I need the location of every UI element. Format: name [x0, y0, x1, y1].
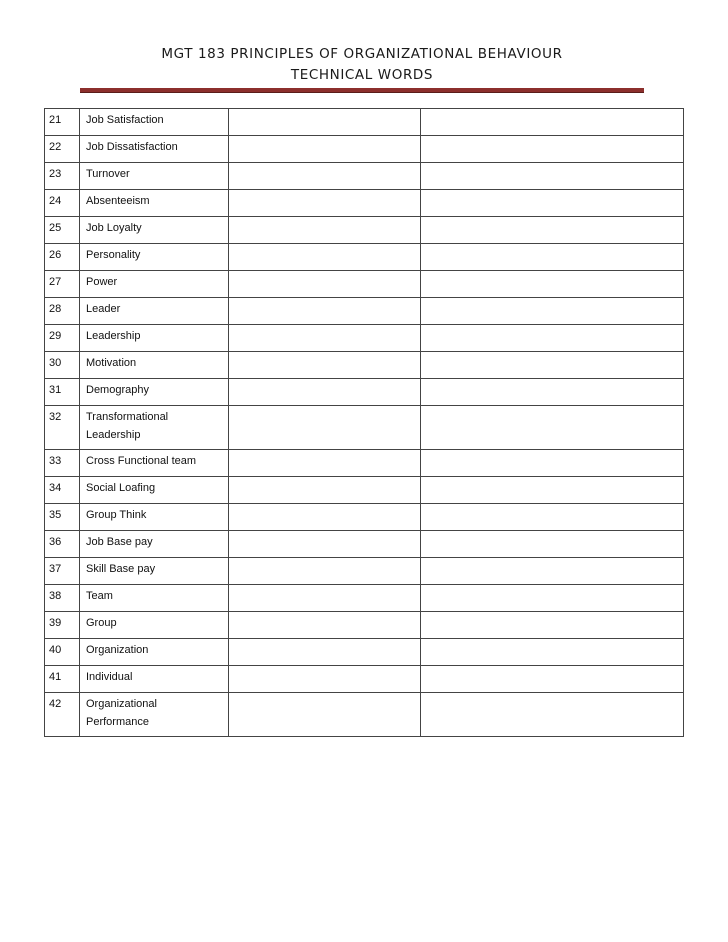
table-row	[45, 190, 684, 217]
blank-cell	[421, 504, 684, 531]
term-cell: Skill Base pay	[80, 558, 229, 585]
term-cell: Job Satisfaction	[80, 109, 229, 136]
blank-cell	[229, 244, 421, 271]
technical-words-table	[44, 108, 684, 737]
row-number: 37	[45, 558, 80, 585]
header-rule	[80, 88, 644, 93]
blank-cell	[229, 585, 421, 612]
blank-cell	[421, 163, 684, 190]
term-cell: Demography	[80, 379, 229, 406]
blank-cell	[421, 136, 684, 163]
blank-cell	[229, 352, 421, 379]
blank-cell	[229, 163, 421, 190]
table-row	[45, 585, 684, 612]
term-cell: Job Base pay	[80, 531, 229, 558]
section-title: TECHNICAL WORDS	[290, 67, 434, 83]
blank-cell	[229, 639, 421, 666]
document-header	[80, 44, 644, 86]
blank-cell	[421, 325, 684, 352]
blank-cell	[229, 558, 421, 585]
row-number: 24	[45, 190, 80, 217]
blank-cell	[421, 450, 684, 477]
row-number: 29	[45, 325, 80, 352]
row-number: 31	[45, 379, 80, 406]
row-number: 30	[45, 352, 80, 379]
blank-cell	[421, 612, 684, 639]
blank-cell	[229, 379, 421, 406]
table-row	[45, 477, 684, 504]
blank-cell	[421, 531, 684, 558]
table-row	[45, 531, 684, 558]
blank-cell	[421, 477, 684, 504]
row-number: 22	[45, 136, 80, 163]
blank-cell	[229, 477, 421, 504]
row-number: 34	[45, 477, 80, 504]
term-cell: Group Think	[80, 504, 229, 531]
blank-cell	[421, 217, 684, 244]
row-number: 38	[45, 585, 80, 612]
blank-cell	[421, 352, 684, 379]
row-number: 41	[45, 666, 80, 693]
term-cell: Group	[80, 612, 229, 639]
row-number: 25	[45, 217, 80, 244]
table-row	[45, 352, 684, 379]
table-row	[45, 612, 684, 639]
term-cell: Transformational Leadership	[80, 406, 229, 450]
term-cell: Social Loafing	[80, 477, 229, 504]
table-row	[45, 379, 684, 406]
row-number: 40	[45, 639, 80, 666]
table-row	[45, 217, 684, 244]
table-row	[45, 504, 684, 531]
blank-cell	[229, 325, 421, 352]
blank-cell	[229, 217, 421, 244]
term-cell: Leadership	[80, 325, 229, 352]
table-row	[45, 639, 684, 666]
table-row	[45, 325, 684, 352]
term-cell: Absenteeism	[80, 190, 229, 217]
blank-cell	[421, 379, 684, 406]
term-cell: Cross Functional team	[80, 450, 229, 477]
table-row	[45, 693, 684, 737]
blank-cell	[421, 190, 684, 217]
term-cell: Organizational Performance	[80, 693, 229, 737]
table-row	[45, 406, 684, 450]
term-cell: Team	[80, 585, 229, 612]
blank-cell	[421, 109, 684, 136]
blank-cell	[421, 244, 684, 271]
blank-cell	[421, 406, 684, 450]
table-row	[45, 109, 684, 136]
row-number: 23	[45, 163, 80, 190]
term-cell: Power	[80, 271, 229, 298]
row-number: 27	[45, 271, 80, 298]
term-cell: Organization	[80, 639, 229, 666]
term-cell: Job Loyalty	[80, 217, 229, 244]
blank-cell	[229, 298, 421, 325]
blank-cell	[229, 450, 421, 477]
blank-cell	[229, 190, 421, 217]
blank-cell	[421, 585, 684, 612]
blank-cell	[421, 639, 684, 666]
term-cell: Job Dissatisfaction	[80, 136, 229, 163]
term-cell: Individual	[80, 666, 229, 693]
blank-cell	[229, 612, 421, 639]
term-cell: Turnover	[80, 163, 229, 190]
blank-cell	[229, 109, 421, 136]
table-row	[45, 666, 684, 693]
blank-cell	[229, 136, 421, 163]
table-body	[45, 109, 684, 737]
blank-cell	[421, 298, 684, 325]
blank-cell	[421, 693, 684, 737]
term-cell: Leader	[80, 298, 229, 325]
blank-cell	[421, 558, 684, 585]
blank-cell	[421, 666, 684, 693]
row-number: 39	[45, 612, 80, 639]
row-number: 26	[45, 244, 80, 271]
row-number: 33	[45, 450, 80, 477]
row-number: 35	[45, 504, 80, 531]
blank-cell	[229, 504, 421, 531]
course-title: MGT 183 PRINCIPLES OF ORGANIZATIONAL BEHAVIOUR	[161, 46, 563, 62]
blank-cell	[229, 406, 421, 450]
table-row	[45, 298, 684, 325]
blank-cell	[229, 531, 421, 558]
table-row	[45, 136, 684, 163]
table-row	[45, 450, 684, 477]
table-row	[45, 163, 684, 190]
row-number: 28	[45, 298, 80, 325]
row-number: 21	[45, 109, 80, 136]
table-row	[45, 271, 684, 298]
table-row	[45, 244, 684, 271]
row-number: 42	[45, 693, 80, 737]
blank-cell	[229, 666, 421, 693]
table-row	[45, 558, 684, 585]
row-number: 32	[45, 406, 80, 450]
term-cell: Motivation	[80, 352, 229, 379]
blank-cell	[421, 271, 684, 298]
row-number: 36	[45, 531, 80, 558]
blank-cell	[229, 271, 421, 298]
blank-cell	[229, 693, 421, 737]
term-cell: Personality	[80, 244, 229, 271]
